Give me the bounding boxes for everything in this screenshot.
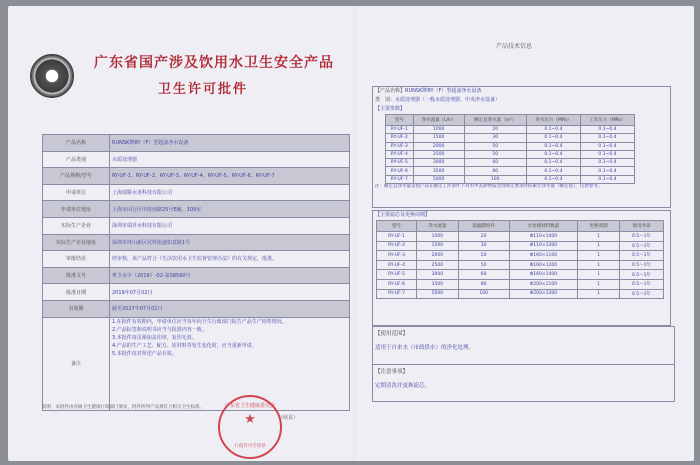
params-cell: RY-UF-4: [386, 150, 414, 158]
params-cell: RY-UF-2: [386, 134, 414, 142]
permit-row: [43, 267, 350, 284]
params-cell: 2500: [413, 150, 464, 158]
params-cell: 30: [464, 134, 526, 142]
footer-continued: （续页）: [278, 415, 299, 421]
params-cell: 0.1~0.4: [526, 159, 580, 167]
params-cell: 3500: [413, 167, 464, 175]
permit-row-value: 深圳市坪山新区坑梓街道如意路1号: [110, 234, 350, 251]
params-cell: RY-UF-1: [386, 126, 414, 134]
params-cell: RY-UF-3: [386, 142, 414, 150]
filter-header-row: [377, 221, 664, 232]
params-cell: 0.1~0.4: [526, 126, 580, 134]
filter-section: [372, 210, 671, 326]
caution-label: 【注意事项】: [375, 369, 409, 375]
filter-cell: 1000: [416, 232, 458, 242]
params-cell: 60: [464, 159, 526, 167]
params-row: [386, 134, 635, 142]
filter-cell: 5000: [416, 289, 458, 299]
filter-label: 【主要滤芯及更换周期】: [375, 212, 431, 218]
params-row: [386, 150, 635, 158]
permit-row-label: 批准日期: [43, 284, 110, 301]
params-cell: 3000: [413, 159, 464, 167]
note-item: 1.在批件有效期内，申请单位应当每年向卫生行政部门报告产品生产销售情况。: [112, 318, 287, 325]
params-cell: 0.1~0.4: [580, 142, 634, 150]
permit-row: [43, 151, 350, 168]
filter-cell: 0.5～1年: [620, 241, 664, 251]
usage-value: 适用于自来水（市政供水）的净化处理。: [375, 345, 475, 351]
permit-row-value: RY-UF-1、RY-UF-2、RY-UF-3、RY-UF-4、RY-UF-5、RY-UF-6、RY-UF-7: [110, 168, 350, 185]
params-cell: 50: [464, 150, 526, 158]
filter-cell: 1: [578, 279, 620, 289]
filter-cell: 1: [578, 241, 620, 251]
tech-info-header: 产品技术信息: [496, 43, 533, 50]
permit-row: [43, 184, 350, 201]
filter-cell: RY-UF-4: [377, 260, 417, 270]
params-cell: 100: [464, 175, 526, 183]
params-column-header: 净水流量（L/h）: [413, 115, 464, 126]
filter-cell: RY-UF-2: [377, 241, 417, 251]
params-label: 【主要参数】: [375, 106, 406, 112]
national-emblem-icon: [30, 54, 74, 98]
params-cell: 0.1~0.4: [580, 167, 634, 175]
filter-cell: 0.5～1年: [620, 279, 664, 289]
filter-cell: RY-UF-5: [377, 270, 417, 280]
filter-cell: 50: [458, 260, 509, 270]
filter-cell: RY-UF-6: [377, 279, 417, 289]
params-row: [386, 126, 635, 134]
usage-section: [372, 326, 675, 368]
params-cell: 20: [464, 126, 526, 134]
permit-row-value: 上海瑞勝水务科技有限公司: [110, 184, 350, 201]
permit-row-label: 产品规格/型号: [43, 168, 110, 185]
params-row: [386, 159, 635, 167]
params-column-header: 型号: [386, 115, 414, 126]
permit-row-label: 产品类别: [43, 151, 110, 168]
params-table: [385, 114, 635, 184]
params-column-header: 进水压力（MPa）: [526, 115, 580, 126]
notes-list: [110, 317, 350, 410]
params-cell: RY-UF-5: [386, 159, 414, 167]
document-subtitle: 卫生许可批件: [158, 82, 249, 97]
filter-cell: 100: [458, 289, 509, 299]
params-header-row: [386, 115, 635, 126]
params-cell: 0.1~0.4: [526, 167, 580, 175]
permit-row-value: 截至2027年07月01日: [110, 300, 350, 317]
filter-table: [376, 220, 664, 299]
filter-cell: Φ160×1200: [509, 260, 578, 270]
filter-column-header: 净水流量: [416, 221, 458, 232]
params-cell: RY-UF-7: [386, 175, 414, 183]
product-name-line: 【产品名称】RUNSK牌RY（F）型超滤净水设备: [375, 88, 482, 94]
filter-cell: 3000: [416, 270, 458, 280]
filter-cell: 80: [458, 279, 509, 289]
seal-ring-text: 广东省卫生健康委员会: [224, 403, 275, 409]
permit-row: [43, 284, 350, 301]
params-cell: 0.1~0.4: [526, 150, 580, 158]
permit-info-table: [42, 134, 350, 411]
filter-cell: Φ110×1000: [509, 232, 578, 242]
params-cell: 0.1~0.4: [580, 126, 634, 134]
filter-column-header: 使用寿命: [620, 221, 664, 232]
filter-cell: 1: [578, 270, 620, 280]
permit-row-value: 水质处理器: [110, 151, 350, 168]
params-cell: 1500: [413, 134, 464, 142]
filter-cell: 1: [578, 260, 620, 270]
filter-row: [377, 270, 664, 280]
filter-row: [377, 260, 664, 270]
official-seal: [218, 395, 282, 459]
usage-label: 【使用范围】: [375, 331, 409, 337]
filter-cell: Φ110×1200: [509, 241, 578, 251]
permit-row-label: 批准文号: [43, 267, 110, 284]
filter-cell: 20: [458, 232, 509, 242]
params-column-header: 工作压力（MPa）: [580, 115, 634, 126]
params-cell: 0.1~0.4: [580, 150, 634, 158]
params-cell: 0.1~0.4: [526, 134, 580, 142]
filter-row: [377, 251, 664, 261]
filter-cell: Φ200×1200: [509, 289, 578, 299]
filter-cell: RY-UF-1: [377, 232, 417, 242]
params-row: [386, 167, 635, 175]
permit-row-value: 粤卫水字（2019）-02-第S8560号: [110, 267, 350, 284]
params-cell: 1000: [413, 126, 464, 134]
filter-cell: 0.5～1年: [620, 260, 664, 270]
params-cell: 50: [464, 142, 526, 150]
filter-cell: 1: [578, 289, 620, 299]
filter-row: [377, 241, 664, 251]
permit-row-label: 申请单位地址: [43, 201, 110, 218]
page-fold: [353, 6, 356, 461]
params-note: 注：额定总净水量是指产品在额定工作条件下对水中去除物质达到规定要求时的累计净水量（额定值），仅供参考。: [375, 184, 603, 190]
params-cell: 2000: [413, 142, 464, 150]
note-item: 4.产品的生产工艺、配方、原材料等发生变化时，应当重新申请。: [112, 343, 257, 350]
footer-note: 说明：本批件由省级卫生健康行政部门颁发，批件所列产品须符合相关卫生标准。: [42, 405, 204, 410]
permit-row-label: 产品名称: [43, 135, 110, 152]
filter-column-header: 超滤膜组件: [458, 221, 509, 232]
params-column-header: 额定总净水量（m³）: [464, 115, 526, 126]
params-cell: 0.1~0.4: [580, 175, 634, 183]
filter-cell: Φ160×1100: [509, 251, 578, 261]
permit-row: [43, 135, 350, 152]
filter-cell: 1: [578, 251, 620, 261]
note-item: 5.本批件仅对所述产品有效。: [112, 351, 177, 358]
notes-row: [43, 317, 350, 410]
permit-row-label: 申请单位: [43, 184, 110, 201]
permit-row-label: 有效期: [43, 300, 110, 317]
filter-cell: 2000: [416, 251, 458, 261]
params-row: [386, 142, 635, 150]
permit-row: [43, 234, 350, 251]
document-spread: [8, 6, 694, 461]
params-cell: 0.1~0.4: [580, 134, 634, 142]
filter-column-header: 水处理材料数量: [509, 221, 578, 232]
filter-column-header: 更换周期: [578, 221, 620, 232]
permit-row: [43, 251, 350, 268]
filter-cell: 1: [578, 232, 620, 242]
permit-row-value: 2019年07月02日: [110, 284, 350, 301]
star-icon: ★: [244, 412, 256, 427]
filter-cell: 50: [458, 251, 509, 261]
seal-bottom-text: 行政许可专用章: [234, 444, 266, 449]
permit-row-label: 审批结论: [43, 251, 110, 268]
filter-cell: 2500: [416, 260, 458, 270]
permit-row-value: 经审核，该产品符合《生活饮用水卫生监督管理办法》的有关规定，批准。: [110, 251, 350, 268]
filter-column-header: 型号: [377, 221, 417, 232]
filter-cell: RY-UF-7: [377, 289, 417, 299]
params-cell: RY-UF-6: [386, 167, 414, 175]
params-cell: 0.1~0.4: [526, 142, 580, 150]
permit-row-label: 实际生产企业: [43, 217, 110, 234]
params-cell: 0.1~0.4: [526, 175, 580, 183]
notes-label: 备注: [43, 317, 110, 410]
params-section: [372, 86, 671, 208]
params-cell: 0.1~0.4: [580, 159, 634, 167]
filter-cell: 60: [458, 270, 509, 280]
filter-cell: 0.5～1年: [620, 251, 664, 261]
permit-row-label: 实际生产企业地址: [43, 234, 110, 251]
permit-row: [43, 201, 350, 218]
params-row: [386, 175, 635, 183]
filter-cell: 1500: [416, 241, 458, 251]
category-line: 类 别：水质处理器（一般水质处理器、中央净水设备）: [375, 97, 501, 103]
filter-cell: 0.5～1年: [620, 289, 664, 299]
filter-row: [377, 289, 664, 299]
filter-cell: 0.5～1年: [620, 270, 664, 280]
filter-cell: RY-UF-3: [377, 251, 417, 261]
caution-section: [372, 364, 675, 402]
filter-cell: 3500: [416, 279, 458, 289]
document-title: 广东省国产涉及饮用水卫生安全产品: [94, 55, 334, 71]
params-cell: 5000: [413, 175, 464, 183]
params-cell: 80: [464, 167, 526, 175]
permit-row: [43, 217, 350, 234]
permit-row-value: 深圳市瑞昇水科技有限公司: [110, 217, 350, 234]
filter-cell: Φ200×1100: [509, 279, 578, 289]
permit-row: [43, 300, 350, 317]
permit-row: [43, 168, 350, 185]
note-item: 3.本批件每页须加盖印章，复印无效。: [112, 334, 197, 341]
filter-cell: 30: [458, 241, 509, 251]
caution-value: 定期清洗并更换滤芯。: [375, 383, 431, 389]
filter-cell: Φ160×1400: [509, 270, 578, 280]
filter-row: [377, 232, 664, 242]
permit-row-value: RUNSK牌RY（F）型超滤净水设备: [110, 135, 350, 152]
filter-cell: 0.5～1年: [620, 232, 664, 242]
filter-row: [377, 279, 664, 289]
note-item: 2.产品标签和说明书应当与批准内容一致。: [112, 326, 207, 333]
permit-row-value: 上海市闵行区申滨南路25号E幢、309室: [110, 201, 350, 218]
